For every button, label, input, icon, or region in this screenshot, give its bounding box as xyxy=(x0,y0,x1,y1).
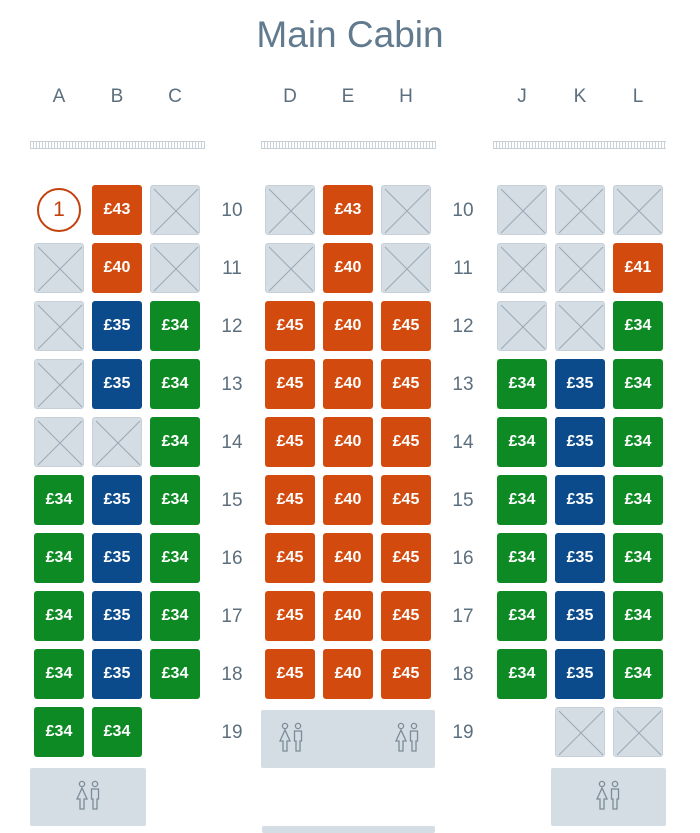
cabin-bulkhead-2 xyxy=(261,141,436,149)
cabin-bulkhead-3 xyxy=(493,141,666,149)
seat-18d[interactable] xyxy=(265,649,315,699)
seat-price: £40 xyxy=(334,433,362,450)
seat-17b[interactable] xyxy=(92,591,142,641)
seat-17d[interactable] xyxy=(265,591,315,641)
unavailable-x-icon xyxy=(151,186,201,236)
unavailable-x-icon xyxy=(556,302,606,352)
row-number-12: 12 xyxy=(221,316,243,337)
unavailable-x-icon xyxy=(382,244,432,294)
seat-15h[interactable] xyxy=(381,475,431,525)
seat-price: £34 xyxy=(161,491,189,508)
cabin-bulkhead-1 xyxy=(30,141,205,149)
row-number-13: 13 xyxy=(221,374,243,395)
row-number-18: 18 xyxy=(452,664,474,685)
seat-10c-unavailable xyxy=(150,185,200,235)
seat-price: £35 xyxy=(566,665,594,682)
seat-price: £43 xyxy=(334,201,362,218)
seat-15k[interactable] xyxy=(555,475,605,525)
seat-13j[interactable] xyxy=(497,359,547,409)
column-letter-h: H xyxy=(399,86,413,107)
seat-price: £34 xyxy=(624,549,652,566)
seat-12b[interactable] xyxy=(92,301,142,351)
seat-13l[interactable] xyxy=(613,359,663,409)
seat-15l[interactable] xyxy=(613,475,663,525)
seat-price: £40 xyxy=(334,665,362,682)
seat-price: £35 xyxy=(103,549,131,566)
row-number-16: 16 xyxy=(452,548,474,569)
row-number-17: 17 xyxy=(452,606,474,627)
seat-12l[interactable] xyxy=(613,301,663,351)
row-number-18: 18 xyxy=(221,664,243,685)
unavailable-x-icon xyxy=(614,708,664,758)
lavatory-icon xyxy=(74,780,104,812)
seat-18c[interactable] xyxy=(150,649,200,699)
seat-12a-unavailable xyxy=(34,301,84,351)
unavailable-x-icon xyxy=(556,708,606,758)
seat-11k-unavailable xyxy=(555,243,605,293)
seat-15e[interactable] xyxy=(323,475,373,525)
seat-price: £45 xyxy=(276,607,304,624)
column-letter-k: K xyxy=(573,86,587,107)
seat-price: £45 xyxy=(392,375,420,392)
seat-price: £34 xyxy=(508,607,536,624)
unavailable-x-icon xyxy=(498,302,548,352)
seat-price: £34 xyxy=(508,433,536,450)
seat-price: £40 xyxy=(334,259,362,276)
seat-11h-unavailable xyxy=(381,243,431,293)
seat-16a[interactable] xyxy=(34,533,84,583)
row-number-11: 11 xyxy=(222,258,242,279)
seat-16j[interactable] xyxy=(497,533,547,583)
seat-18j[interactable] xyxy=(497,649,547,699)
seat-15b[interactable] xyxy=(92,475,142,525)
seat-12k-unavailable xyxy=(555,301,605,351)
seat-price: £45 xyxy=(276,665,304,682)
seat-10b[interactable] xyxy=(92,185,142,235)
seat-price: £45 xyxy=(276,317,304,334)
column-letter-b: B xyxy=(110,86,124,107)
seat-price: £35 xyxy=(566,491,594,508)
seat-price: £35 xyxy=(566,607,594,624)
seat-14l[interactable] xyxy=(613,417,663,467)
seat-18a[interactable] xyxy=(34,649,84,699)
seat-10k-unavailable xyxy=(555,185,605,235)
seat-13h[interactable] xyxy=(381,359,431,409)
seat-price: £34 xyxy=(161,375,189,392)
seat-price: £35 xyxy=(566,549,594,566)
seat-17j[interactable] xyxy=(497,591,547,641)
seat-15a[interactable] xyxy=(34,475,84,525)
seat-price: £34 xyxy=(45,607,73,624)
row-number-15: 15 xyxy=(221,490,243,511)
seat-11c-unavailable xyxy=(150,243,200,293)
row-number-15: 15 xyxy=(452,490,474,511)
seat-price: £34 xyxy=(161,433,189,450)
seat-14k[interactable] xyxy=(555,417,605,467)
column-letter-l: L xyxy=(632,86,644,107)
row-number-12: 12 xyxy=(452,316,474,337)
column-letter-j: J xyxy=(517,86,527,107)
seat-price: £34 xyxy=(45,723,73,740)
seat-price: £34 xyxy=(624,491,652,508)
seat-price: £34 xyxy=(508,491,536,508)
unavailable-x-icon xyxy=(266,186,316,236)
seat-price: £40 xyxy=(334,375,362,392)
seat-14j[interactable] xyxy=(497,417,547,467)
seat-18e[interactable] xyxy=(323,649,373,699)
seat-price: £43 xyxy=(103,201,131,218)
seat-price: £34 xyxy=(624,665,652,682)
seat-price: £45 xyxy=(392,607,420,624)
seat-18h[interactable] xyxy=(381,649,431,699)
seat-17l[interactable] xyxy=(613,591,663,641)
seat-10d-unavailable xyxy=(265,185,315,235)
seat-16b[interactable] xyxy=(92,533,142,583)
row-number-17: 17 xyxy=(221,606,243,627)
seat-price: £40 xyxy=(334,491,362,508)
unavailable-x-icon xyxy=(498,186,548,236)
row-number-10: 10 xyxy=(452,200,474,221)
seat-10e[interactable] xyxy=(323,185,373,235)
unavailable-x-icon xyxy=(614,186,664,236)
seat-price: £35 xyxy=(103,375,131,392)
seat-17h[interactable] xyxy=(381,591,431,641)
column-letter-a: A xyxy=(52,86,66,107)
unavailable-x-icon xyxy=(498,244,548,294)
seat-19a[interactable] xyxy=(34,707,84,757)
seat-15d[interactable] xyxy=(265,475,315,525)
seat-14b-unavailable xyxy=(92,417,142,467)
seat-11j-unavailable xyxy=(497,243,547,293)
seat-price: £34 xyxy=(508,375,536,392)
seat-19l-unavailable xyxy=(613,707,663,757)
seat-price: £34 xyxy=(161,607,189,624)
seat-price: £40 xyxy=(103,259,131,276)
row-number-14: 14 xyxy=(221,432,243,453)
seat-price: £40 xyxy=(334,317,362,334)
seat-15c[interactable] xyxy=(150,475,200,525)
seat-14c[interactable] xyxy=(150,417,200,467)
seat-price: £34 xyxy=(624,433,652,450)
selected-passenger-marker: 1 xyxy=(37,188,81,232)
seat-price: £34 xyxy=(161,665,189,682)
unavailable-x-icon xyxy=(93,418,143,468)
unavailable-x-icon xyxy=(35,244,85,294)
seat-price: £34 xyxy=(103,723,131,740)
row-number-14: 14 xyxy=(452,432,474,453)
row-number-19: 19 xyxy=(221,722,243,743)
unavailable-x-icon xyxy=(266,244,316,294)
seat-13a-unavailable xyxy=(34,359,84,409)
seat-price: £35 xyxy=(103,317,131,334)
seat-11e[interactable] xyxy=(323,243,373,293)
seat-13k[interactable] xyxy=(555,359,605,409)
seat-price: £34 xyxy=(45,491,73,508)
seat-14e[interactable] xyxy=(323,417,373,467)
unavailable-x-icon xyxy=(556,244,606,294)
lavatory-block-bottom xyxy=(262,826,435,833)
seat-price: £34 xyxy=(624,317,652,334)
seat-10l-unavailable xyxy=(613,185,663,235)
seat-price: £34 xyxy=(45,665,73,682)
seat-11d-unavailable xyxy=(265,243,315,293)
seat-13d[interactable] xyxy=(265,359,315,409)
seat-price: £45 xyxy=(392,317,420,334)
seat-14d[interactable] xyxy=(265,417,315,467)
seat-16c[interactable] xyxy=(150,533,200,583)
column-letter-c: C xyxy=(168,86,182,107)
seat-10a-selected[interactable] xyxy=(34,185,84,235)
seat-16d[interactable] xyxy=(265,533,315,583)
seat-12e[interactable] xyxy=(323,301,373,351)
seat-price: £41 xyxy=(624,259,652,276)
seat-price: £35 xyxy=(103,665,131,682)
seat-price: £45 xyxy=(392,491,420,508)
seat-14h[interactable] xyxy=(381,417,431,467)
seat-13c[interactable] xyxy=(150,359,200,409)
seat-price: £45 xyxy=(276,433,304,450)
unavailable-x-icon xyxy=(35,360,85,410)
lavatory-icon xyxy=(393,722,423,754)
seat-price: £45 xyxy=(276,549,304,566)
seat-11l[interactable] xyxy=(613,243,663,293)
column-letter-e: E xyxy=(341,86,355,107)
seat-price: £45 xyxy=(276,375,304,392)
seat-12h[interactable] xyxy=(381,301,431,351)
seat-price: £40 xyxy=(334,549,362,566)
unavailable-x-icon xyxy=(382,186,432,236)
lavatory-icon xyxy=(277,722,307,754)
seat-19k-unavailable xyxy=(555,707,605,757)
seat-price: £35 xyxy=(103,491,131,508)
column-letter-d: D xyxy=(283,86,297,107)
seat-17c[interactable] xyxy=(150,591,200,641)
seat-17e[interactable] xyxy=(323,591,373,641)
seat-price: £35 xyxy=(103,607,131,624)
lavatory-icon xyxy=(594,780,624,812)
row-number-19: 19 xyxy=(452,722,474,743)
seat-12d[interactable] xyxy=(265,301,315,351)
seat-price: £34 xyxy=(45,549,73,566)
seat-price: £35 xyxy=(566,375,594,392)
seat-price: £34 xyxy=(161,317,189,334)
row-number-10: 10 xyxy=(221,200,243,221)
seat-15j[interactable] xyxy=(497,475,547,525)
unavailable-x-icon xyxy=(556,186,606,236)
seat-10h-unavailable xyxy=(381,185,431,235)
seat-11b[interactable] xyxy=(92,243,142,293)
unavailable-x-icon xyxy=(151,244,201,294)
seat-price: £45 xyxy=(392,433,420,450)
seat-16e[interactable] xyxy=(323,533,373,583)
seat-18l[interactable] xyxy=(613,649,663,699)
seat-price: £34 xyxy=(161,549,189,566)
unavailable-x-icon xyxy=(35,302,85,352)
seat-price: £35 xyxy=(566,433,594,450)
row-number-13: 13 xyxy=(452,374,474,395)
seat-price: £34 xyxy=(624,607,652,624)
seat-price: £45 xyxy=(392,549,420,566)
seat-12c[interactable] xyxy=(150,301,200,351)
seat-16h[interactable] xyxy=(381,533,431,583)
seat-price: £34 xyxy=(508,549,536,566)
seat-17a[interactable] xyxy=(34,591,84,641)
cabin-title: Main Cabin xyxy=(256,14,444,55)
seat-13b[interactable] xyxy=(92,359,142,409)
row-number-11: 11 xyxy=(453,258,473,279)
seat-18b[interactable] xyxy=(92,649,142,699)
seat-10j-unavailable xyxy=(497,185,547,235)
seat-16l[interactable] xyxy=(613,533,663,583)
seat-price: £45 xyxy=(392,665,420,682)
seat-price: £40 xyxy=(334,607,362,624)
seat-17k[interactable] xyxy=(555,591,605,641)
unavailable-x-icon xyxy=(35,418,85,468)
row-number-16: 16 xyxy=(221,548,243,569)
seat-18k[interactable] xyxy=(555,649,605,699)
seat-19b[interactable] xyxy=(92,707,142,757)
seat-11a-unavailable xyxy=(34,243,84,293)
seat-16k[interactable] xyxy=(555,533,605,583)
seat-13e[interactable] xyxy=(323,359,373,409)
seat-price: £34 xyxy=(508,665,536,682)
seat-12j-unavailable xyxy=(497,301,547,351)
seat-price: £45 xyxy=(276,491,304,508)
seat-14a-unavailable xyxy=(34,417,84,467)
seat-price: £34 xyxy=(624,375,652,392)
